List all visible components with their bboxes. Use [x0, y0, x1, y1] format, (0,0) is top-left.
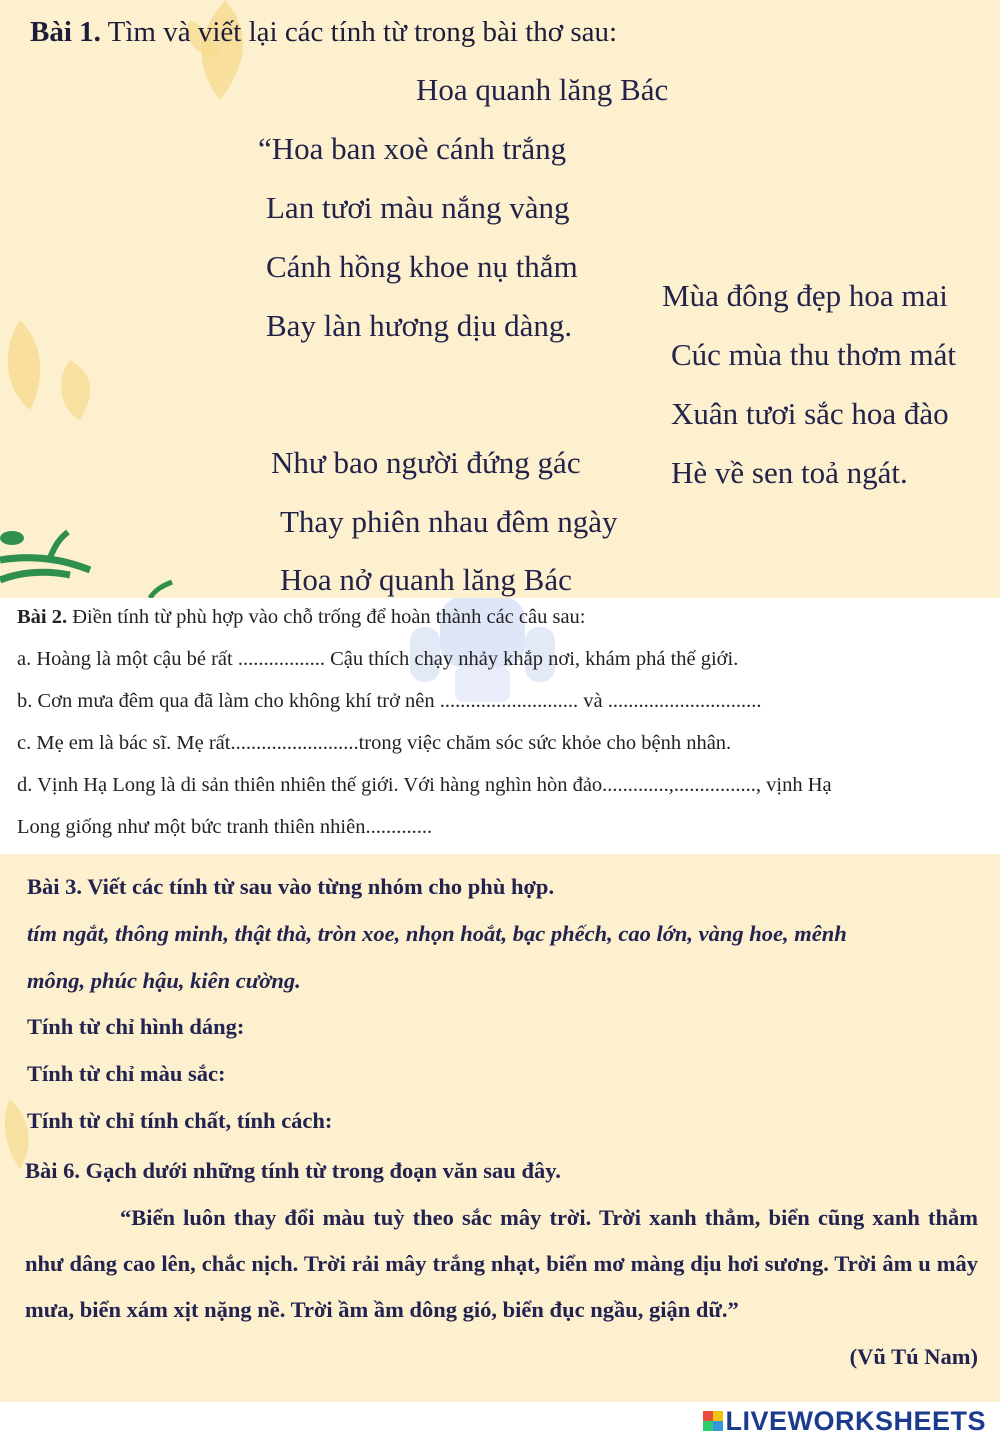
group-color-label: Tính từ chỉ màu sắc: — [27, 1061, 226, 1086]
exercise-3-instruction: Viết các tính từ sau vào từng nhóm cho phù hợp. — [87, 874, 555, 899]
sentence-a: a. Hoàng là một cậu bé rất ................. Cậu thích chạy nhảy khắp nơi, khám phá thế giới. — [17, 648, 739, 670]
green-plant-decoration — [0, 520, 190, 598]
exercise-3-6-panel — [0, 854, 1000, 1402]
sentence-d-line-2: Long giống như một bức tranh thiên nhiên............. — [17, 816, 433, 838]
exercise-2-label: Bài 2. — [17, 606, 68, 628]
exercise-1-instruction: Tìm và viết lại các tính từ trong bài thơ sau: — [107, 16, 618, 48]
exercise-6-passage: “Biển luôn thay đổi màu tuỳ theo sắc mây trời. Trời xanh thẳm, biển cũng xanh thẳm như dâng cao lên, chắc nịch. Trời rải mây trắng nhạt, biển mơ màng dịu hơi sương. Trời âm u mây mưa, biển xám xịt nặng nề. Trời ầm ầm dông gió, biển đục ngầu, giận dữ.” — [25, 1205, 978, 1322]
poem-line: Bay làn hương dịu dàng. — [266, 308, 573, 343]
poem-line: Hoa nở quanh lăng Bác — [280, 562, 572, 597]
poem-line: Thay phiên nhau đêm ngày — [280, 504, 618, 539]
exercise-2-instruction: Điền tính từ phù hợp vào chỗ trống để hoàn thành các câu sau: — [72, 606, 586, 628]
exercise-1-panel — [0, 0, 1000, 598]
exercise-6-instruction: Gạch dưới những tính từ trong đoạn văn sau đây. — [85, 1158, 561, 1183]
leaf-decoration-left — [0, 300, 110, 430]
passage-author: (Vũ Tú Nam) — [849, 1344, 978, 1369]
word-list-line-2: mông, phúc hậu, kiên cường. — [27, 968, 301, 993]
logo-text: LIVEWORKSHEETS — [725, 1405, 986, 1436]
exercise-2-panel — [0, 598, 1000, 854]
poem-line: Lan tươi màu nắng vàng — [266, 190, 570, 225]
word-list-line-1: tím ngắt, thông minh, thật thà, tròn xoe, nhọn hoắt, bạc phếch, cao lớn, vàng hoe, mênh — [27, 921, 847, 946]
poem-line: Cúc mùa thu thơm mát — [671, 337, 957, 372]
poem-line: Hè về sen toả ngát. — [671, 455, 908, 490]
poem-line: Xuân tươi sắc hoa đào — [671, 396, 949, 431]
exercise-2-heading — [17, 606, 586, 629]
logo-mark-icon — [703, 1411, 723, 1431]
exercise-3-label: Bài 3. — [27, 874, 83, 899]
exercise-6-label: Bài 6. — [25, 1158, 81, 1183]
liveworksheets-logo — [703, 1406, 986, 1436]
group-shape-label: Tính từ chỉ hình dáng: — [27, 1014, 245, 1039]
sentence-c: c. Mẹ em là bác sĩ. Mẹ rất.........................trong việc chăm sóc sức khỏe cho bệnh nhân. — [17, 732, 732, 754]
poem-title: Hoa quanh lăng Bác — [416, 72, 669, 107]
sentence-b: b. Cơn mưa đêm qua đã làm cho không khí trở nên ........................... và .............................. — [17, 690, 762, 712]
poem-line: Cánh hồng khoe nụ thắm — [266, 249, 578, 284]
exercise-3-heading — [27, 874, 554, 900]
sentence-d-line-1: d. Vịnh Hạ Long là di sản thiên nhiên thế giới. Với hàng nghìn hòn đảo.............,................, vịnh Hạ — [17, 774, 832, 796]
exercise-6-heading — [25, 1158, 561, 1184]
exercise-1-label: Bài 1. — [30, 16, 101, 48]
poem-line: Như bao người đứng gác — [271, 445, 581, 480]
poem-line: Mùa đông đẹp hoa mai — [662, 278, 948, 313]
group-trait-label: Tính từ chỉ tính chất, tính cách: — [27, 1108, 333, 1133]
poem-line: “Hoa ban xoè cánh trắng — [258, 131, 567, 166]
exercise-1-heading — [30, 16, 617, 49]
